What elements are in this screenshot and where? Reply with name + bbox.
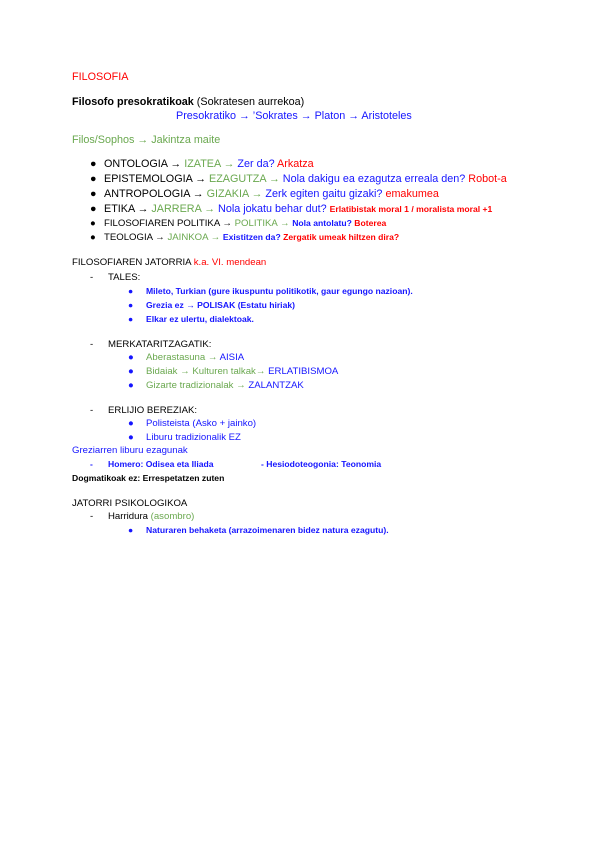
books-line bbox=[90, 459, 214, 469]
presocratics-heading-bold: Filosofo presokratikoak bbox=[72, 96, 194, 108]
psych-item-note: (asombro) bbox=[150, 511, 195, 522]
tales-label: TALES: bbox=[108, 272, 141, 283]
branch-concept: EZAGUTZA → bbox=[209, 173, 283, 185]
branch-answer: emakumea bbox=[385, 188, 439, 200]
religion-label: ERLIJIO BEREZIAK: bbox=[108, 405, 198, 416]
branch-concept: POLITIKA → bbox=[234, 218, 293, 229]
merchants-sub-pre: Gizarte tradizionalak → bbox=[146, 380, 249, 391]
bullet-icon: ● bbox=[90, 173, 97, 185]
tales-sub-text: Grezia ez → POLISAK (Estatu hiriak) bbox=[146, 300, 295, 310]
psych-sub-item bbox=[128, 525, 389, 535]
page-title: FILOSOFIA bbox=[72, 71, 129, 83]
philosophy-definition: Filos/Sophos → Jakintza maite bbox=[72, 134, 221, 146]
books-left: Homero: Odisea eta Iliada bbox=[108, 459, 214, 469]
origin-heading bbox=[72, 257, 266, 268]
bullet-icon: ● bbox=[90, 232, 96, 243]
branch-answer: Boterea bbox=[354, 218, 387, 228]
tales-sub-text: Elkar ez ulertu, dialektoak. bbox=[146, 314, 254, 324]
religion-sub-item bbox=[128, 432, 241, 443]
list-item-politika bbox=[90, 218, 386, 229]
branch-question: Zer da? bbox=[237, 158, 278, 170]
branch-name: ONTOLOGIA → bbox=[104, 158, 185, 170]
list-item-teologia bbox=[90, 232, 399, 243]
psych-item-label: Harridura bbox=[108, 511, 151, 522]
bullet-icon: ● bbox=[128, 432, 134, 443]
bullet-icon: ● bbox=[90, 203, 97, 215]
merchants-item bbox=[90, 339, 211, 350]
branch-answer: Erlatibistak moral 1 / moralista moral +1 bbox=[329, 204, 493, 214]
dash-icon: - bbox=[90, 272, 94, 283]
tales-sub-text: Mileto, Turkian (gure ikuspuntu politikotik, gaur egungo nazioan). bbox=[146, 286, 413, 296]
tales-item bbox=[90, 272, 140, 283]
origin-heading-text: FILOSOFIAREN JATORRIA bbox=[72, 257, 194, 268]
merchants-sub-post: ERLATIBISMOA bbox=[268, 366, 339, 377]
presocratics-heading bbox=[72, 96, 304, 108]
merchants-sub-pre: Bidaiak → Kulturen talkak→ bbox=[146, 366, 269, 377]
branch-question: Existitzen da? bbox=[222, 232, 284, 242]
psych-item bbox=[90, 511, 194, 522]
branch-answer: Zergatik umeak hiltzen dira? bbox=[283, 232, 400, 242]
bullet-icon: ● bbox=[128, 286, 134, 296]
religion-item bbox=[90, 405, 197, 416]
bullet-icon: ● bbox=[90, 218, 96, 229]
branch-name: ETIKA → bbox=[104, 203, 152, 215]
merchants-sub-item bbox=[128, 366, 338, 377]
tales-sub-item bbox=[128, 314, 254, 324]
merchants-label: MERKATARITZAGATIK: bbox=[108, 339, 212, 350]
dash-icon: - bbox=[90, 511, 94, 522]
list-item-ontologia bbox=[90, 158, 314, 170]
philosophers-timeline: Presokratiko → ’Sokrates → Platon → Aristoteles bbox=[176, 110, 412, 122]
psych-heading: JATORRI PSIKOLOGIKOA bbox=[72, 498, 188, 509]
origin-heading-note: k.a. VI. mendean bbox=[193, 257, 267, 268]
tales-sub-item bbox=[128, 286, 413, 296]
branch-concept: JAINKOA → bbox=[167, 232, 223, 243]
merchants-sub-post: ZALANTZAK bbox=[248, 380, 304, 391]
presocratics-heading-rest: (Sokratesen aurrekoa) bbox=[193, 96, 305, 108]
religion-sub-text: Liburu tradizionalik EZ bbox=[146, 432, 241, 443]
branch-concept: IZATEA → bbox=[184, 158, 238, 170]
bullet-icon: ● bbox=[128, 418, 134, 429]
branch-name: TEOLOGIA → bbox=[104, 232, 168, 243]
branch-concept: GIZAKIA → bbox=[206, 188, 266, 200]
branch-answer: Robot-a bbox=[468, 173, 507, 185]
bullet-icon: ● bbox=[128, 380, 134, 391]
bullet-icon: ● bbox=[90, 158, 97, 170]
merchants-sub-item bbox=[128, 380, 304, 391]
branch-question: Nola dakigu ea ezagutza erreala den? bbox=[282, 173, 469, 185]
books-heading: Greziarren liburu ezagunak bbox=[72, 445, 188, 456]
religion-sub-item bbox=[128, 418, 256, 429]
branch-name: FILOSOFIAREN POLITIKA → bbox=[104, 218, 235, 229]
bullet-icon: ● bbox=[90, 188, 97, 200]
branch-name: EPISTEMOLOGIA → bbox=[104, 173, 209, 185]
merchants-sub-pre: Aberastasuna → bbox=[146, 352, 220, 363]
merchants-sub-post: AISIA bbox=[219, 352, 245, 363]
branch-question: Zerk egiten gaitu gizaki? bbox=[265, 188, 386, 200]
dash-icon: - bbox=[90, 405, 94, 416]
bullet-icon: ● bbox=[128, 300, 134, 310]
tales-sub-item bbox=[128, 300, 295, 310]
psych-sub-text: Naturaren behaketa (arrazoimenaren bidez natura ezagutu). bbox=[146, 525, 389, 535]
bullet-icon: ● bbox=[128, 314, 134, 324]
dash-icon: - bbox=[90, 339, 94, 350]
branch-question: Nola antolatu? bbox=[292, 218, 355, 228]
branch-answer: Arkatza bbox=[277, 158, 314, 170]
list-item-antropologia bbox=[90, 188, 439, 200]
dogmatic-line: Dogmatikoak ez: Errespetatzen zuten bbox=[72, 473, 225, 483]
merchants-sub-item bbox=[128, 352, 244, 363]
bullet-icon: ● bbox=[128, 366, 134, 377]
branch-question: Nola jokatu behar dut? bbox=[218, 203, 330, 215]
list-item-epistemologia bbox=[90, 173, 507, 185]
dash-icon: - bbox=[90, 459, 93, 469]
bullet-icon: ● bbox=[128, 525, 134, 535]
branch-name: ANTROPOLOGIA → bbox=[104, 188, 207, 200]
religion-sub-text: Polisteista (Asko + jainko) bbox=[146, 418, 257, 429]
bullet-icon: ● bbox=[128, 352, 134, 363]
list-item-etika bbox=[90, 203, 492, 215]
books-right: - Hesiodoteogonia: Teonomia bbox=[261, 459, 382, 469]
branch-concept: JARRERA → bbox=[151, 203, 219, 215]
